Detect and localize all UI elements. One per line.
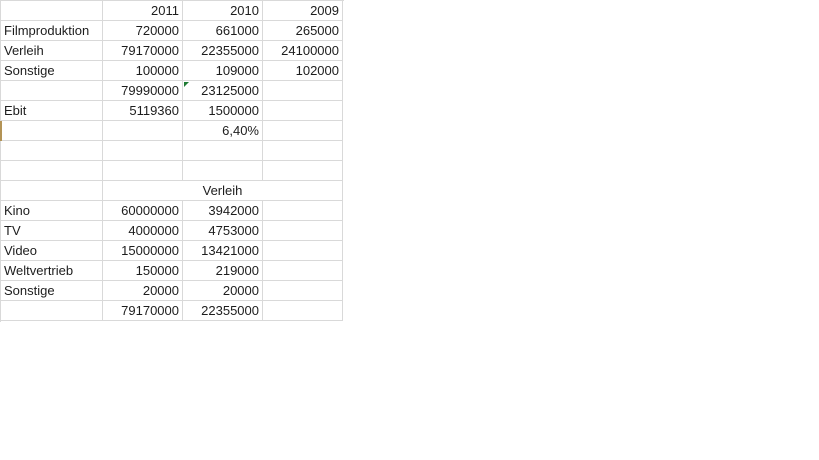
cell-A10[interactable]: [1, 181, 103, 201]
cell-B10[interactable]: Verleih: [103, 181, 343, 201]
cell-A16[interactable]: [1, 301, 103, 321]
cell-A14[interactable]: Weltvertrieb: [1, 261, 103, 281]
cell-B12[interactable]: 4000000: [103, 221, 183, 241]
cell-B5[interactable]: 79990000: [103, 81, 183, 101]
cell-D9[interactable]: [263, 161, 343, 181]
cell-A2[interactable]: Filmproduktion: [1, 21, 103, 41]
cell-D14[interactable]: [263, 261, 343, 281]
cell-D12[interactable]: [263, 221, 343, 241]
cell-B1[interactable]: 2011: [103, 1, 183, 21]
spreadsheet-grid: [0, 0, 344, 322]
cell-C3[interactable]: 22355000: [183, 41, 263, 61]
cell-D11[interactable]: [263, 201, 343, 221]
cell-A6[interactable]: Ebit: [1, 101, 103, 121]
cell-B11[interactable]: 60000000: [103, 201, 183, 221]
cell-B2[interactable]: 720000: [103, 21, 183, 41]
cell-A15[interactable]: Sonstige: [1, 281, 103, 301]
cell-B14[interactable]: 150000: [103, 261, 183, 281]
cell-A13[interactable]: Video: [1, 241, 103, 261]
cell-C2[interactable]: 661000: [183, 21, 263, 41]
cell-C7[interactable]: 6,40%: [183, 121, 263, 141]
cell-C5[interactable]: 23125000: [183, 81, 263, 101]
cell-A9[interactable]: [1, 161, 103, 181]
cell-D1[interactable]: 2009: [263, 1, 343, 21]
cell-B15[interactable]: 20000: [103, 281, 183, 301]
cell-C8[interactable]: [183, 141, 263, 161]
cell-D2[interactable]: 265000: [263, 21, 343, 41]
cell-D4[interactable]: 102000: [263, 61, 343, 81]
cell-D13[interactable]: [263, 241, 343, 261]
cell-A3[interactable]: Verleih: [1, 41, 103, 61]
cell-C16[interactable]: 22355000: [183, 301, 263, 321]
cell-A12[interactable]: TV: [1, 221, 103, 241]
cell-D5[interactable]: [263, 81, 343, 101]
cell-B13[interactable]: 15000000: [103, 241, 183, 261]
cell-C11[interactable]: 3942000: [183, 201, 263, 221]
cell-B9[interactable]: [103, 161, 183, 181]
cell-B7[interactable]: [103, 121, 183, 141]
cell-B4[interactable]: 100000: [103, 61, 183, 81]
cell-D15[interactable]: [263, 281, 343, 301]
cell-D6[interactable]: [263, 101, 343, 121]
cell-D7[interactable]: [263, 121, 343, 141]
cell-B3[interactable]: 79170000: [103, 41, 183, 61]
cell-C15[interactable]: 20000: [183, 281, 263, 301]
cell-C6[interactable]: 1500000: [183, 101, 263, 121]
cell-B8[interactable]: [103, 141, 183, 161]
cell-B6[interactable]: 5119360: [103, 101, 183, 121]
cell-D16[interactable]: [263, 301, 343, 321]
cell-A1[interactable]: [1, 1, 103, 21]
cell-C1[interactable]: 2010: [183, 1, 263, 21]
cell-A7[interactable]: [1, 121, 103, 141]
cell-C12[interactable]: 4753000: [183, 221, 263, 241]
cell-C13[interactable]: 13421000: [183, 241, 263, 261]
cell-D3[interactable]: 24100000: [263, 41, 343, 61]
cell-A8[interactable]: [1, 141, 103, 161]
cell-A5[interactable]: [1, 81, 103, 101]
cell-C14[interactable]: 219000: [183, 261, 263, 281]
cell-A4[interactable]: Sonstige: [1, 61, 103, 81]
cell-A11[interactable]: Kino: [1, 201, 103, 221]
cell-B16[interactable]: 79170000: [103, 301, 183, 321]
cell-C4[interactable]: 109000: [183, 61, 263, 81]
cell-D8[interactable]: [263, 141, 343, 161]
cell-C9[interactable]: [183, 161, 263, 181]
